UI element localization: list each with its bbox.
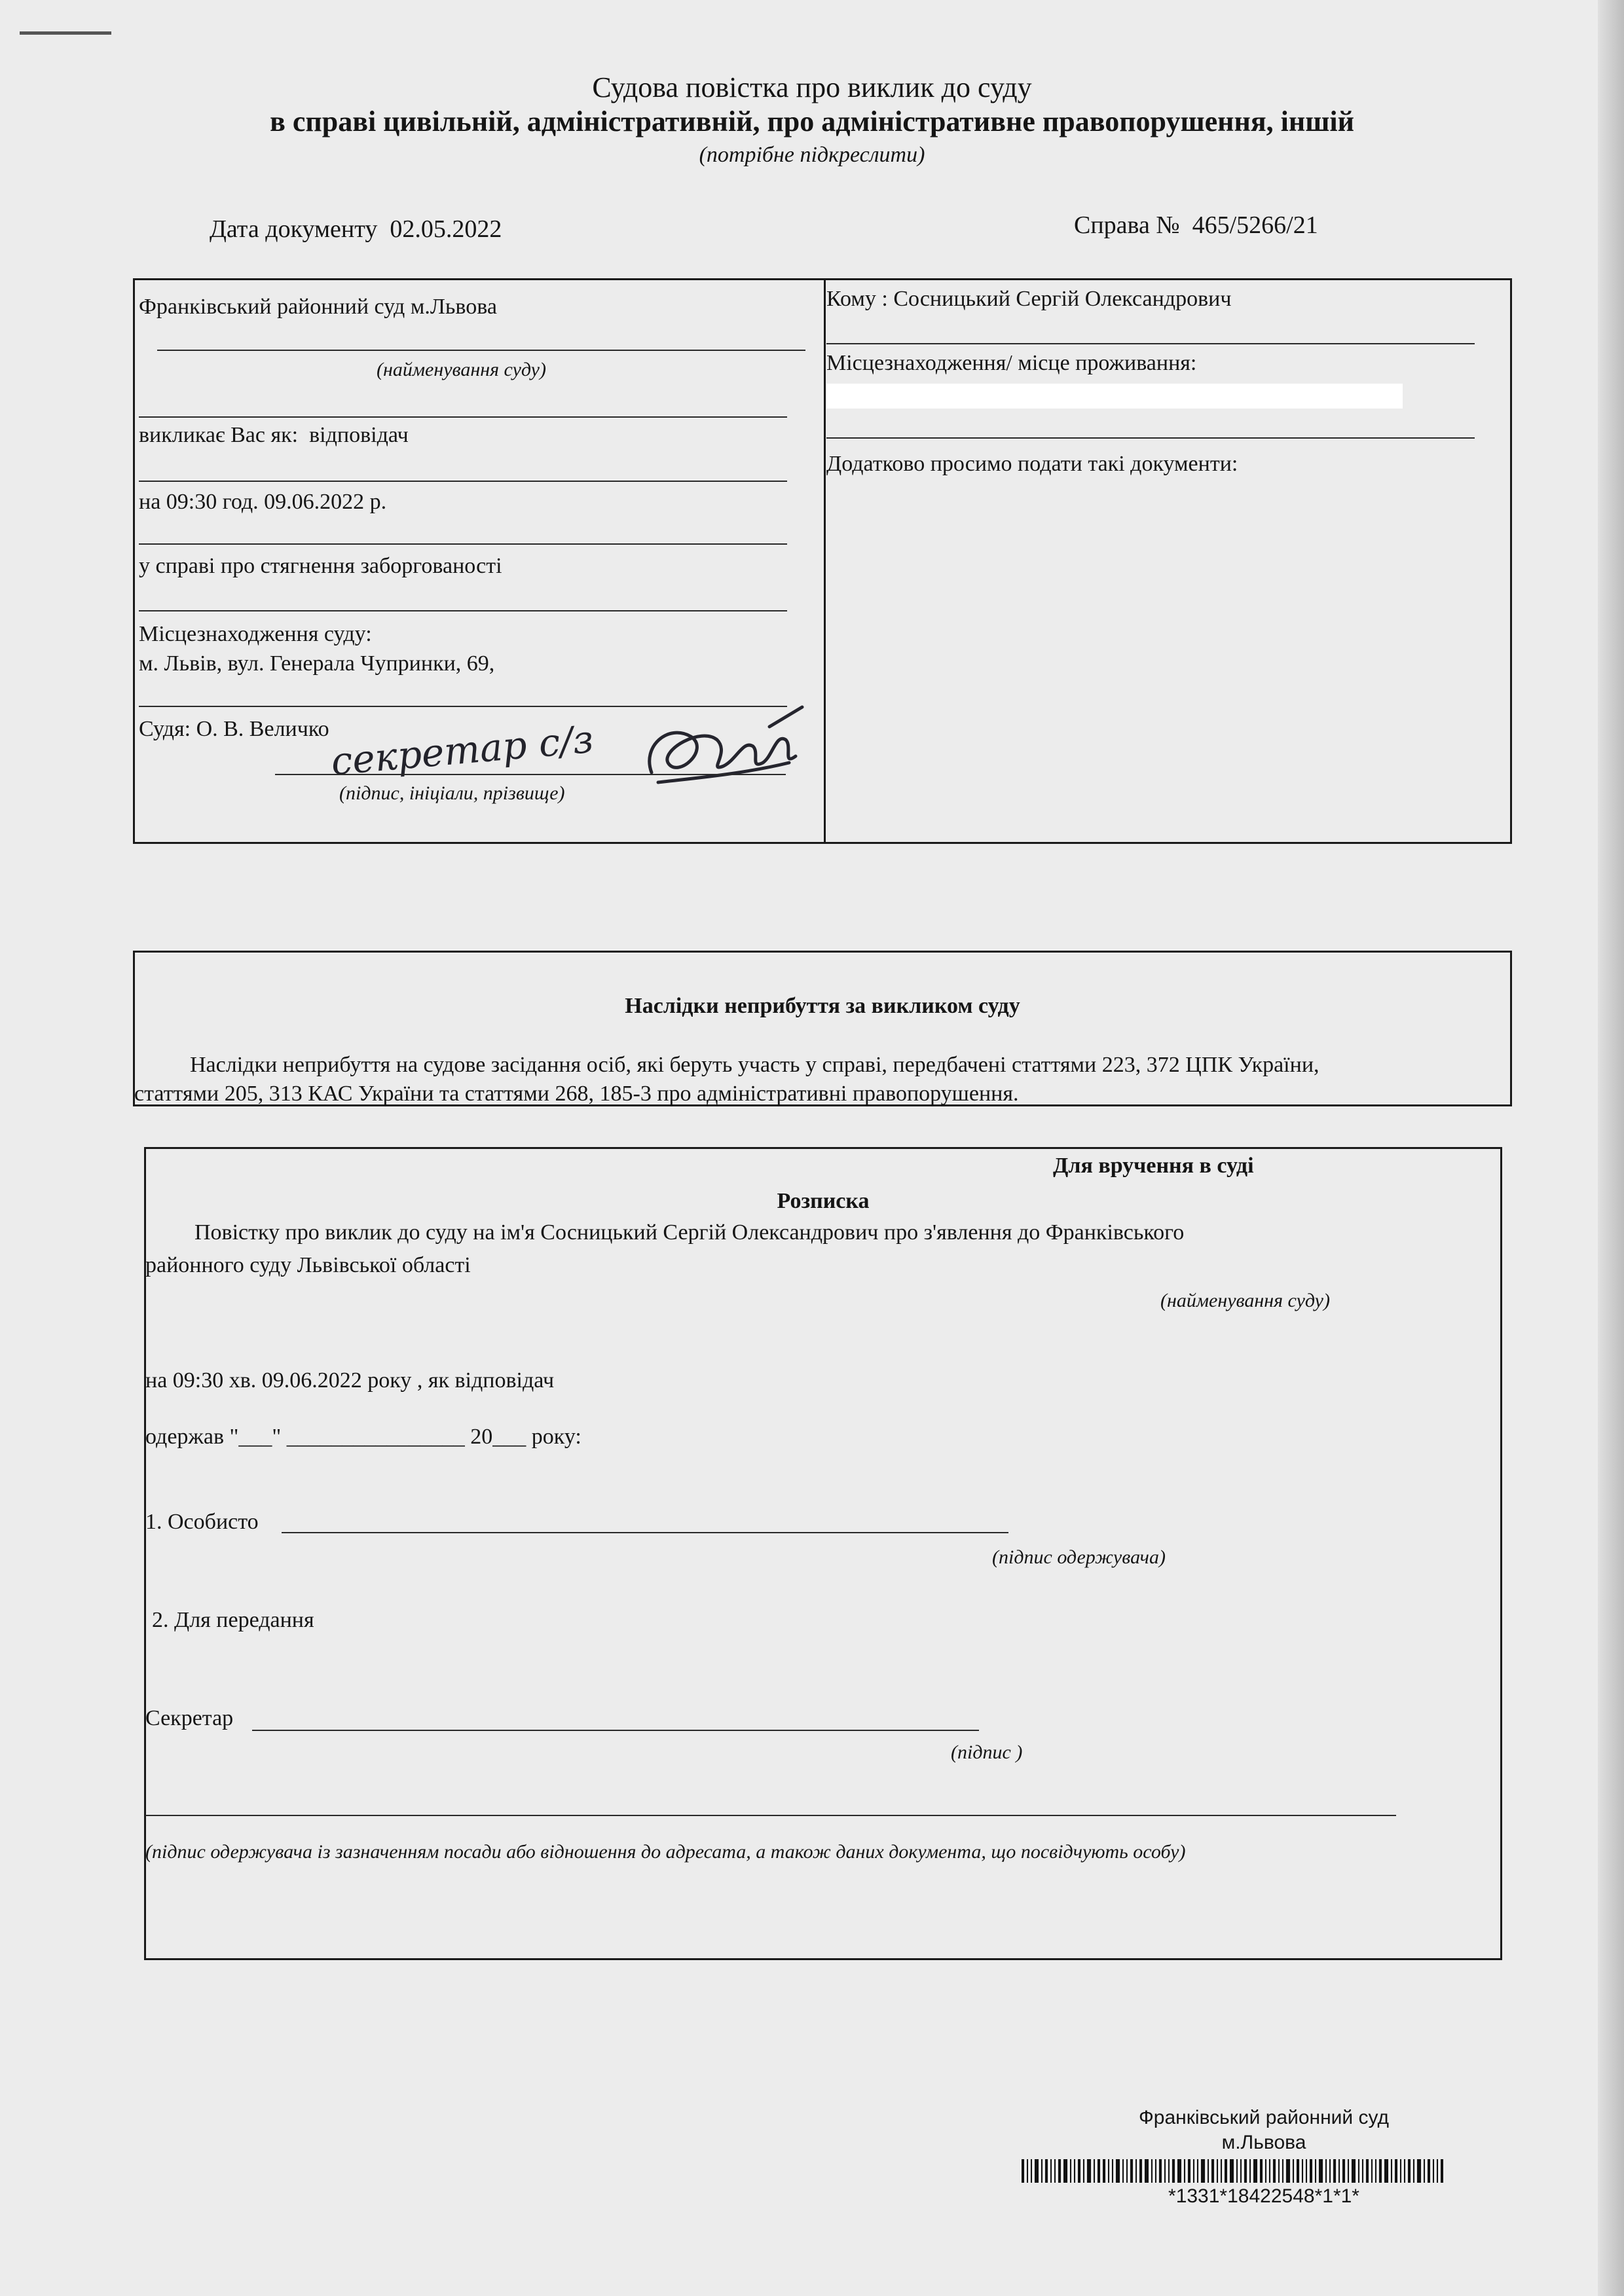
barcode-bar bbox=[1273, 2159, 1276, 2183]
barcode-bar bbox=[1371, 2159, 1373, 2183]
barcode-bar bbox=[1070, 2159, 1071, 2183]
barcode-bar bbox=[1164, 2159, 1166, 2183]
barcode-bar bbox=[1249, 2159, 1251, 2183]
barcode-bar bbox=[1319, 2159, 1323, 2183]
court-location-value: м. Львів, вул. Генерала Чупринки, 69, bbox=[139, 651, 495, 676]
barcode-bar bbox=[1244, 2159, 1247, 2183]
case-number bbox=[1074, 211, 1318, 240]
document-subtitle: в справі цивільній, адміністративній, про адміністративне правопорушення, іншій bbox=[270, 105, 1354, 137]
barcode-bar bbox=[1172, 2159, 1175, 2183]
main-box-divider bbox=[824, 278, 826, 844]
barcode-bar bbox=[1221, 2159, 1222, 2183]
underline-note: (потрібне підкреслити) bbox=[699, 143, 925, 167]
signature-line bbox=[275, 774, 786, 775]
barcode-bar bbox=[1035, 2159, 1039, 2183]
consequences-title: Наслідки неприбуття за викликом суду bbox=[625, 994, 1020, 1018]
document-date bbox=[210, 215, 502, 244]
recipient-sign-caption: (підпис одержувача) bbox=[992, 1546, 1166, 1568]
barcode-bar bbox=[1408, 2159, 1411, 2183]
signature-caption: (підпис, ініціали, прізвище) bbox=[339, 782, 565, 804]
barcode-bar bbox=[1122, 2159, 1124, 2183]
barcode-bar bbox=[1424, 2159, 1425, 2183]
barcode-bar bbox=[1342, 2159, 1345, 2183]
barcode-bar bbox=[1236, 2159, 1238, 2183]
barcode-bar bbox=[1197, 2159, 1198, 2183]
barcode-bar bbox=[1045, 2159, 1048, 2183]
barcode-bar bbox=[1260, 2159, 1263, 2183]
receipt-court-caption: (найменування суду) bbox=[1160, 1290, 1330, 1311]
for-delivery-label: Для вручення в суді bbox=[1053, 1154, 1254, 1178]
personally-line bbox=[282, 1532, 1008, 1533]
case-subject: у справі про стягнення заборгованості bbox=[139, 554, 502, 578]
barcode-bar bbox=[1366, 2159, 1369, 2183]
barcode-bar bbox=[1437, 2159, 1438, 2183]
barcode-bar bbox=[1417, 2159, 1421, 2183]
barcode-bar bbox=[1278, 2159, 1280, 2183]
barcode-bar bbox=[1384, 2159, 1388, 2183]
barcode-bar bbox=[1441, 2159, 1443, 2183]
barcode-bar bbox=[1310, 2159, 1312, 2183]
residence-label: Місцезнаходження/ місце проживання: bbox=[826, 351, 1197, 375]
extra-docs-label: Додатково просимо подати такі документи: bbox=[826, 452, 1238, 476]
transfer-label: 2. Для передання bbox=[152, 1608, 314, 1632]
scan-mark bbox=[20, 31, 111, 35]
footer-court-line1: Франківський районний суд bbox=[1138, 2107, 1390, 2128]
barcode-bar bbox=[1031, 2159, 1032, 2183]
barcode-bar bbox=[1338, 2159, 1340, 2183]
barcode-bar bbox=[1269, 2159, 1270, 2183]
barcode-text: *1331*18422548*1*1* bbox=[1168, 2185, 1359, 2207]
rule-2 bbox=[139, 481, 787, 482]
received-line: одержав "___" ________________ 20___ року: bbox=[145, 1425, 581, 1449]
barcode-bar bbox=[1293, 2159, 1294, 2183]
date-label: Дата документу bbox=[210, 215, 378, 243]
court-name: Франківський районний суд м.Львова bbox=[139, 295, 497, 319]
barcode-bar bbox=[1352, 2159, 1356, 2183]
court-name-line bbox=[157, 350, 805, 351]
receipt-time-line: на 09:30 хв. 09.06.2022 року , як відповідач bbox=[145, 1368, 555, 1393]
footer-court-line2: м.Львова bbox=[1221, 2132, 1306, 2153]
role-value: відповідач bbox=[309, 423, 409, 447]
court-location-label: Місцезнаходження суду: bbox=[139, 622, 372, 646]
barcode-bar bbox=[1391, 2159, 1392, 2183]
handwritten-signature-icon bbox=[638, 701, 809, 799]
recipient-line bbox=[826, 343, 1475, 344]
barcode-bar bbox=[1348, 2159, 1349, 2183]
scan-edge-shadow bbox=[1598, 0, 1624, 2296]
secretary-line bbox=[252, 1730, 979, 1731]
barcode-bar bbox=[1358, 2159, 1359, 2183]
document-title: Судова повістка про виклик до суду bbox=[592, 71, 1032, 103]
barcode-bar bbox=[1074, 2159, 1075, 2183]
role-label: викликає Вас як: bbox=[139, 423, 299, 447]
barcode-bar bbox=[1433, 2159, 1434, 2183]
barcode-bar bbox=[1130, 2159, 1133, 2183]
barcode-bar bbox=[1139, 2159, 1142, 2183]
barcode-bar bbox=[1413, 2159, 1414, 2183]
barcode-bar bbox=[1253, 2159, 1257, 2183]
barcode-bar bbox=[1094, 2159, 1095, 2183]
barcode-bar bbox=[1211, 2159, 1214, 2183]
barcode-bar bbox=[1159, 2159, 1162, 2183]
barcode-bar bbox=[1188, 2159, 1190, 2183]
barcode-bar bbox=[1108, 2159, 1109, 2183]
court-name-caption: (найменування суду) bbox=[377, 359, 546, 380]
barcode bbox=[1022, 2159, 1446, 2183]
barcode-bar bbox=[1375, 2159, 1376, 2183]
recipient-note-line bbox=[145, 1815, 1396, 1816]
barcode-bar bbox=[1058, 2159, 1061, 2183]
receipt-line1: Повістку про виклик до суду на ім'я Сосницький Сергій Олександрович про з'явлення до Франківського bbox=[194, 1220, 1185, 1245]
barcode-bar bbox=[1041, 2159, 1043, 2183]
date-value: 02.05.2022 bbox=[390, 215, 502, 243]
receipt-title: Розписка bbox=[777, 1189, 870, 1213]
rule-3 bbox=[139, 543, 787, 545]
barcode-bar bbox=[1184, 2159, 1185, 2183]
barcode-bar bbox=[1155, 2159, 1156, 2183]
case-value: 465/5266/21 bbox=[1192, 211, 1318, 239]
barcode-bar bbox=[1240, 2159, 1242, 2183]
barcode-bar bbox=[1151, 2159, 1153, 2183]
barcode-bar bbox=[1302, 2159, 1303, 2183]
barcode-bar bbox=[1201, 2159, 1205, 2183]
secretary-sign-caption: (підпис ) bbox=[951, 1741, 1023, 1763]
barcode-bar bbox=[1282, 2159, 1283, 2183]
barcode-bar bbox=[1103, 2159, 1105, 2183]
barcode-bar bbox=[1286, 2159, 1290, 2183]
barcode-bar bbox=[1083, 2159, 1084, 2183]
barcode-bar bbox=[1022, 2159, 1024, 2183]
personally-label: 1. Особисто bbox=[145, 1510, 259, 1534]
handwritten-signature-text: секретар с/з bbox=[329, 716, 595, 784]
barcode-bar bbox=[1329, 2159, 1331, 2183]
barcode-bar bbox=[1325, 2159, 1327, 2183]
barcode-bar bbox=[1054, 2159, 1056, 2183]
barcode-bar bbox=[1116, 2159, 1120, 2183]
barcode-bar bbox=[1297, 2159, 1299, 2183]
barcode-bar bbox=[1315, 2159, 1316, 2183]
secretary-label: Секретар bbox=[145, 1706, 234, 1730]
barcode-bar bbox=[1428, 2159, 1430, 2183]
barcode-bar bbox=[1177, 2159, 1181, 2183]
barcode-bar bbox=[1112, 2159, 1113, 2183]
barcode-bar bbox=[1306, 2159, 1307, 2183]
barcode-bar bbox=[1230, 2159, 1234, 2183]
barcode-bar bbox=[1126, 2159, 1128, 2183]
barcode-bar bbox=[1087, 2159, 1091, 2183]
receipt-line2: районного суду Львівської області bbox=[145, 1253, 471, 1277]
barcode-bar bbox=[1098, 2159, 1100, 2183]
barcode-bar bbox=[1395, 2159, 1397, 2183]
barcode-bar bbox=[1063, 2159, 1067, 2183]
barcode-bar bbox=[1400, 2159, 1401, 2183]
barcode-bar bbox=[1217, 2159, 1218, 2183]
barcode-bar bbox=[1050, 2159, 1052, 2183]
recipient-label: Кому : bbox=[826, 287, 888, 311]
recipient-note: (підпис одержувача із зазначенням посади або відношення до адресата, а також даних документа, що посвідчують особу) bbox=[145, 1841, 1186, 1863]
barcode-bar bbox=[1362, 2159, 1363, 2183]
judge-name: Судя: О. В. Величко bbox=[139, 717, 329, 741]
barcode-bar bbox=[1379, 2159, 1382, 2183]
rule-4 bbox=[139, 610, 787, 611]
recipient-name: Сосницький Сергій Олександрович bbox=[893, 287, 1232, 311]
residence-line bbox=[826, 437, 1475, 439]
barcode-bar bbox=[1208, 2159, 1209, 2183]
consequences-text-line2: статтями 205, 313 КАС України та статтями 268, 185-3 про адміністративні правопорушення. bbox=[134, 1082, 1019, 1106]
recipient bbox=[826, 287, 1231, 312]
consequences-text-line1: Наслідки неприбуття на судове засідання осіб, які беруть участь у справі, передбачені статтями 223, 372 ЦПК України, bbox=[190, 1053, 1320, 1077]
hearing-time: на 09:30 год. 09.06.2022 р. bbox=[139, 490, 387, 514]
summoned-as bbox=[139, 423, 409, 448]
barcode-bar bbox=[1265, 2159, 1266, 2183]
barcode-bar bbox=[1404, 2159, 1405, 2183]
barcode-bar bbox=[1333, 2159, 1336, 2183]
barcode-bar bbox=[1193, 2159, 1194, 2183]
barcode-bar bbox=[1168, 2159, 1170, 2183]
redacted-address bbox=[826, 384, 1403, 409]
barcode-bar bbox=[1027, 2159, 1028, 2183]
barcode-bar bbox=[1225, 2159, 1227, 2183]
rule-1 bbox=[139, 416, 787, 418]
barcode-bar bbox=[1078, 2159, 1080, 2183]
barcode-bar bbox=[1145, 2159, 1149, 2183]
case-label: Справа № bbox=[1074, 211, 1180, 239]
barcode-bar bbox=[1135, 2159, 1137, 2183]
